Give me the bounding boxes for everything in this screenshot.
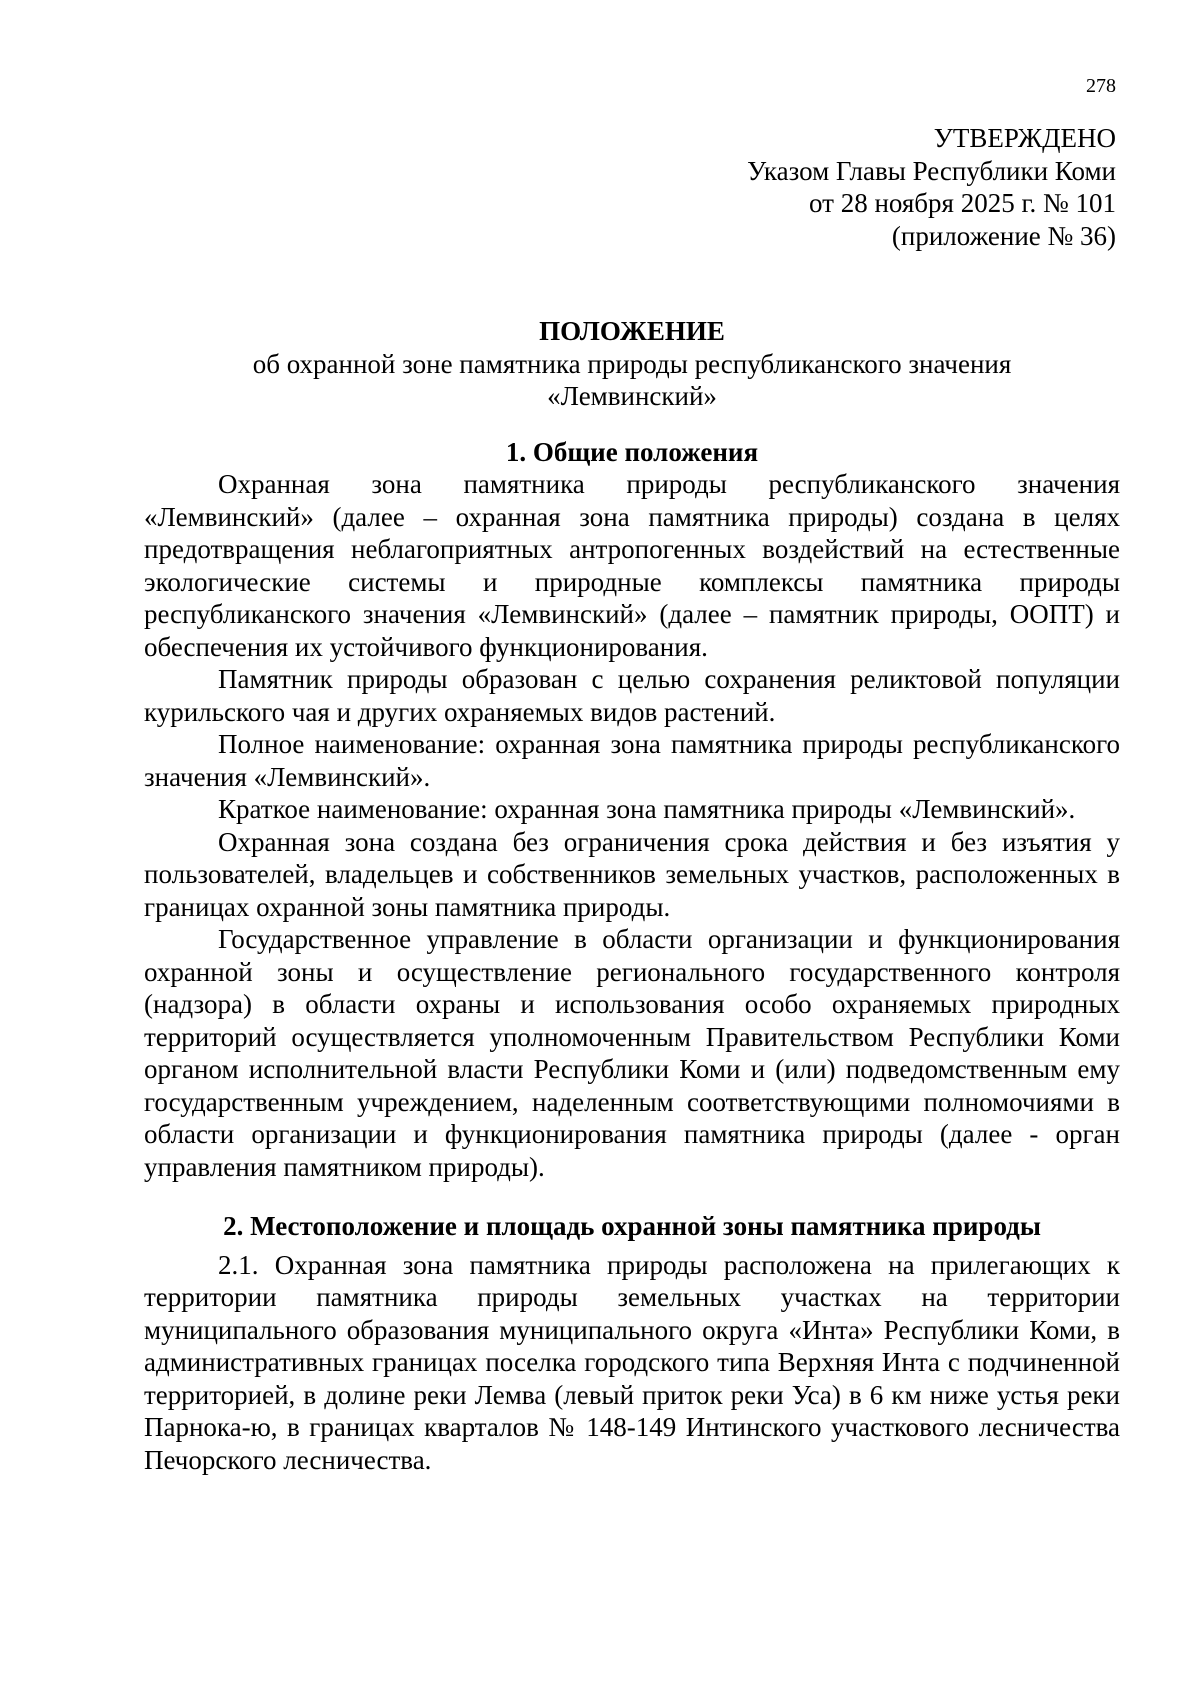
approval-line-decree: Указом Главы Республики Коми xyxy=(747,155,1116,186)
approval-line-appendix: (приложение № 36) xyxy=(891,220,1116,251)
section-1-paragraph: Охранная зона создана без ограничения срока действия и без изъятия у пользователей, владельцев и собственников земельных участков, расположенных в границах охранной зоны памятника природы. xyxy=(144,826,1120,922)
section-1-paragraph: Охранная зона памятника природы республиканского значения «Лемвинский» (далее – охранная зона памятника природы) создана в целях предотвращения неблагоприятных антропогенных воздействий на естественные экологические системы и природные комплексы памятника природы республиканского значения «Лемвинский» (далее – памятник природы, ООПТ) и обеспечения их устойчивого функционирования. xyxy=(144,469,1120,662)
approval-line-approved: УТВЕРЖДЕНО xyxy=(933,123,1116,153)
section-1-paragraph: Полное наименование: охранная зона памятника природы республиканского значения «Лемвинский». xyxy=(144,729,1120,792)
page-number: 278 xyxy=(1086,75,1116,97)
approval-line-date: от 28 ноября 2025 г. № 101 xyxy=(809,188,1116,218)
document-title: ПОЛОЖЕНИЕ xyxy=(539,316,725,346)
section-2-heading: 2. Местоположение и площадь охранной зоны памятника природы xyxy=(223,1211,1041,1241)
section-2-paragraph: 2.1. Охранная зона памятника природы расположена на прилегающих к территории памятника природы земельных участках на территории муниципального образования муниципального округа «Инта» Республики Коми, в административных границах поселка городского типа Верхняя Инта с подчиненной территорией, в долине реки Лемва (левый приток реки Уса) в 6 км ниже устья реки Парнока-ю, в границах кварталов № 148-149 Интинского участкового лесничества Печорского лесничества. xyxy=(144,1249,1120,1475)
approval-block xyxy=(747,122,1116,252)
document-body xyxy=(144,315,1120,1476)
section-1-paragraph: Краткое наименование: охранная зона памятника природы «Лемвинский». xyxy=(218,794,1076,824)
section-1-paragraph: Памятник природы образован с целью сохранения реликтовой популяции курильского чая и других охраняемых видов растений. xyxy=(144,664,1120,727)
section-1-paragraph: Государственное управление в области организации и функционирования охранной зоны и осуществление регионального государственного контроля (надзора) в области охраны и использования особо охраняемых природных территорий осуществляется уполномоченным Правительством Республики Коми органом исполнительной власти Республики Коми и (или) подведомственным ему государственным учреждением, наделенным соответствующими полномочиями в области организации и функционирования памятника природы (далее - орган управления памятником природы). xyxy=(144,924,1120,1182)
section-1-heading: 1. Общие положения xyxy=(505,436,759,467)
document-subtitle-line-2: «Лемвинский» xyxy=(547,381,717,411)
document-subtitle-line-1: об охранной зоне памятника природы республиканского значения xyxy=(252,348,1012,379)
